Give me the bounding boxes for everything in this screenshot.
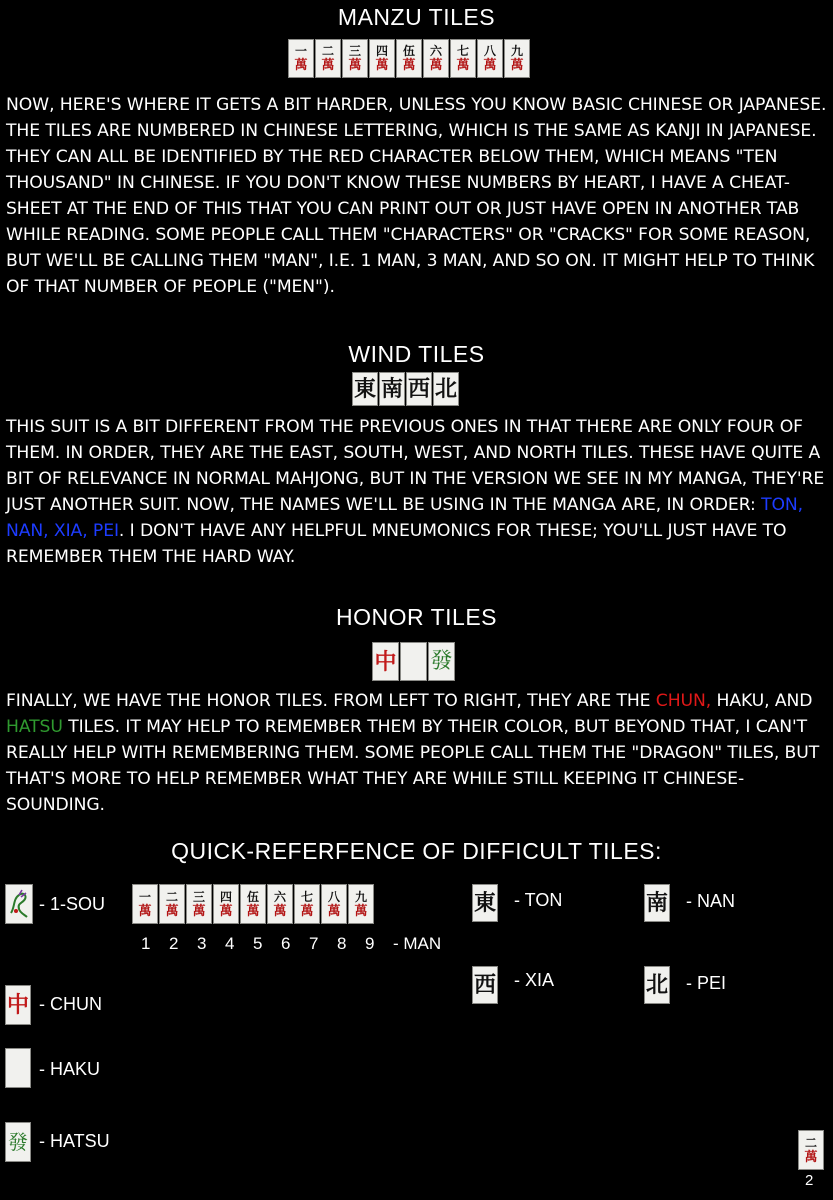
pei-tile: 北 (644, 966, 670, 1004)
bird-icon (7, 887, 31, 921)
pei-label: - PEI (686, 973, 727, 993)
man-tile-number: 二 (321, 44, 334, 58)
man-tile (186, 884, 212, 924)
ton-tile: 東 (472, 884, 498, 922)
honor-tile-row (372, 642, 455, 681)
man-tile-character: 萬 (138, 903, 152, 919)
man-tile (315, 39, 341, 78)
corner-tile-number: 二 (804, 1135, 817, 1150)
wind-tile: 東 (352, 372, 378, 406)
man-tile-character: 萬 (294, 58, 308, 73)
man-tile (240, 884, 266, 924)
honor-hatsu: HATSU (6, 717, 63, 737)
man-tile-number: 四 (219, 889, 232, 904)
wind-tile: 北 (433, 372, 459, 406)
ton-label: - TON (514, 890, 563, 910)
man-tile (450, 39, 476, 78)
man-tile-character: 萬 (192, 903, 206, 919)
man-number-label: 3 (197, 934, 207, 953)
man-tile (504, 39, 530, 78)
man-tile-character: 萬 (165, 903, 179, 919)
man-number-label: 7 (309, 934, 319, 953)
man-tile-number: 九 (510, 44, 523, 58)
hatsu-tile: 發 (5, 1122, 31, 1162)
man-tile-character: 萬 (402, 58, 416, 73)
man-number-label: 6 (281, 934, 291, 953)
honor-p2: HAKU, AND (711, 691, 813, 711)
man-tile-character: 萬 (348, 58, 362, 73)
man-tile-number: 六 (429, 44, 442, 58)
haku-tile (5, 1048, 31, 1088)
page-number: 2 (805, 1172, 814, 1189)
haku-label: - HAKU (39, 1059, 101, 1079)
man-tile-number: 伍 (246, 889, 259, 904)
man-tile-character: 萬 (327, 903, 341, 919)
man-tile-character: 萬 (300, 903, 314, 919)
wind-paragraph-after: . I DON'T HAVE ANY HELPFUL MNEUMONICS FOR THESE; YOU'LL JUST HAVE TO REMEMBER THEM THE HARD WAY. (6, 521, 787, 567)
man-tile-number: 四 (375, 44, 388, 58)
man-tile-character: 萬 (456, 58, 470, 73)
man-tile (342, 39, 368, 78)
chun-label: - CHUN (39, 994, 102, 1014)
wind-paragraph (6, 414, 832, 570)
wind-tile: 南 (379, 372, 405, 406)
honor-title: HONOR TILES (336, 604, 497, 630)
man-tile-number: 三 (192, 889, 205, 904)
man-tile-number: 一 (138, 889, 151, 904)
man-tile (132, 884, 158, 924)
man-tile-character: 萬 (321, 58, 335, 73)
man-tile (267, 884, 293, 924)
hatsu-label: - HATSU (39, 1131, 110, 1151)
man-tile (288, 39, 314, 78)
man-number-label: 8 (337, 934, 347, 953)
man-number-label: 4 (225, 934, 235, 953)
man-tile-number: 伍 (402, 44, 415, 58)
man-tile (369, 39, 395, 78)
man-tile-number: 六 (273, 889, 286, 904)
honor-p3: TILES. IT MAY HELP TO REMEMBER THEM BY THEIR COLOR, BUT BEYOND THAT, I CAN'T REALLY HELP WITH REMEMBERING THEM. SOME PEOPLE CALL THEM THE "DRAGON" TILES, BUT THAT'S MORE TO HELP REMEMBER WHAT THEY ARE WHILE STILL KEEPING IT CHINESE-SOUNDING. (6, 717, 820, 815)
man-tile-character: 萬 (246, 903, 260, 919)
man-tile-number: 七 (456, 44, 469, 58)
man-tile-character: 萬 (429, 58, 443, 73)
sou-1-tile (5, 884, 33, 924)
man-tile-number: 八 (483, 44, 496, 58)
man-tile-number: 七 (300, 889, 313, 904)
wind-tile: 西 (406, 372, 432, 406)
man-tile-character: 萬 (354, 903, 368, 919)
man-tile (159, 884, 185, 924)
wind-tile-row (352, 372, 459, 406)
honor-chun: CHUN, (655, 691, 712, 711)
xia-tile: 西 (472, 966, 498, 1004)
man-number-label: 9 (365, 934, 375, 953)
nan-label: - NAN (686, 891, 735, 911)
nan-tile: 南 (644, 884, 670, 922)
manzu-paragraph: NOW, HERE'S WHERE IT GETS A BIT HARDER, UNLESS YOU KNOW BASIC CHINESE OR JAPANESE. THE TILES ARE NUMBERED IN CHINESE LETTERING, WHICH IS THE SAME AS KANJI IN JAPANESE. THEY CAN ALL BE IDENTIFIED BY THE RED CHARACTER BELOW THEM, WHICH MEANS "TEN THOUSAND" IN CHINESE. IF YOU DON'T KNOW THESE NUMBERS BY HEART, I HAVE A CHEAT-SHEET AT THE END OF THIS THAT YOU CAN PRINT OUT OR JUST HAVE OPEN IN ANOTHER TAB WHILE READING. SOME PEOPLE CALL THEM "CHARACTERS" OR "CRACKS" FOR SOME REASON, BUT WE'LL BE CALLING THEM "MAN", I.E. 1 MAN, 3 MAN, AND SO ON. IT MIGHT HELP TO THINK OF THAT NUMBER OF PEOPLE ("MEN"). (6, 95, 827, 297)
quickref-man-tile-row (132, 884, 374, 924)
man-tile (423, 39, 449, 78)
haku-honor-tile (400, 642, 427, 681)
man-number-label: 5 (253, 934, 263, 953)
honor-p1: FINALLY, WE HAVE THE HONOR TILES. FROM LEFT TO RIGHT, THEY ARE THE (6, 691, 656, 711)
corner-man-tile (798, 1130, 824, 1170)
man-tile-number: 二 (165, 889, 178, 904)
xia-label: - XIA (514, 970, 555, 990)
manzu-title: MANZU TILES (337, 4, 496, 30)
man-tile-character: 萬 (273, 903, 287, 919)
manzu-tile-row (288, 39, 530, 78)
hatsu-honor-tile: 發 (428, 642, 455, 681)
man-number-label: 2 (169, 934, 179, 953)
wind-paragraph-before: THIS SUIT IS A BIT DIFFERENT FROM THE PREVIOUS ONES IN THAT THERE ARE ONLY FOUR OF THEM. IN ORDER, THEY ARE THE EAST, SOUTH, WEST, AND NORTH TILES. THESE HAVE QUITE A BIT OF RELEVANCE IN NORMAL MAHJONG, BUT IN THE VERSION WE SEE IN MY MANGA, THEY'RE JUST ANOTHER SUIT. NOW, THE NAMES WE'LL BE USING IN THE MANGA ARE, IN ORDER: (6, 417, 825, 515)
man-tile (348, 884, 374, 924)
man-number-label: 1 (141, 934, 151, 953)
quickref-number-row (141, 934, 441, 954)
man-tile-character: 萬 (510, 58, 524, 73)
man-tile-number: 九 (354, 889, 367, 904)
man-tile-number: 一 (294, 44, 307, 58)
man-tile-character: 萬 (375, 58, 389, 73)
chun-tile: 中 (5, 985, 31, 1025)
man-tile-character: 萬 (483, 58, 497, 73)
man-tile-character: 萬 (219, 903, 233, 919)
corner-tile-man: 萬 (804, 1149, 818, 1165)
honor-paragraph (6, 688, 832, 818)
man-tile (294, 884, 320, 924)
chun-honor-tile: 中 (372, 642, 399, 681)
man-tile (396, 39, 422, 78)
man-tile (213, 884, 239, 924)
man-tile (321, 884, 347, 924)
man-tile (477, 39, 503, 78)
wind-names-highlight: TON, NAN, XIA, PEI (6, 495, 804, 541)
quickref-title: QUICK-REFERFENCE OF DIFFICULT TILES: (171, 838, 662, 864)
man-tile-number: 八 (327, 889, 340, 904)
sou-1-label: - 1-SOU (39, 894, 106, 914)
wind-title: WIND TILES (348, 341, 485, 367)
man-tile-number: 三 (348, 44, 361, 58)
man-suffix-label: - MAN (393, 934, 442, 953)
